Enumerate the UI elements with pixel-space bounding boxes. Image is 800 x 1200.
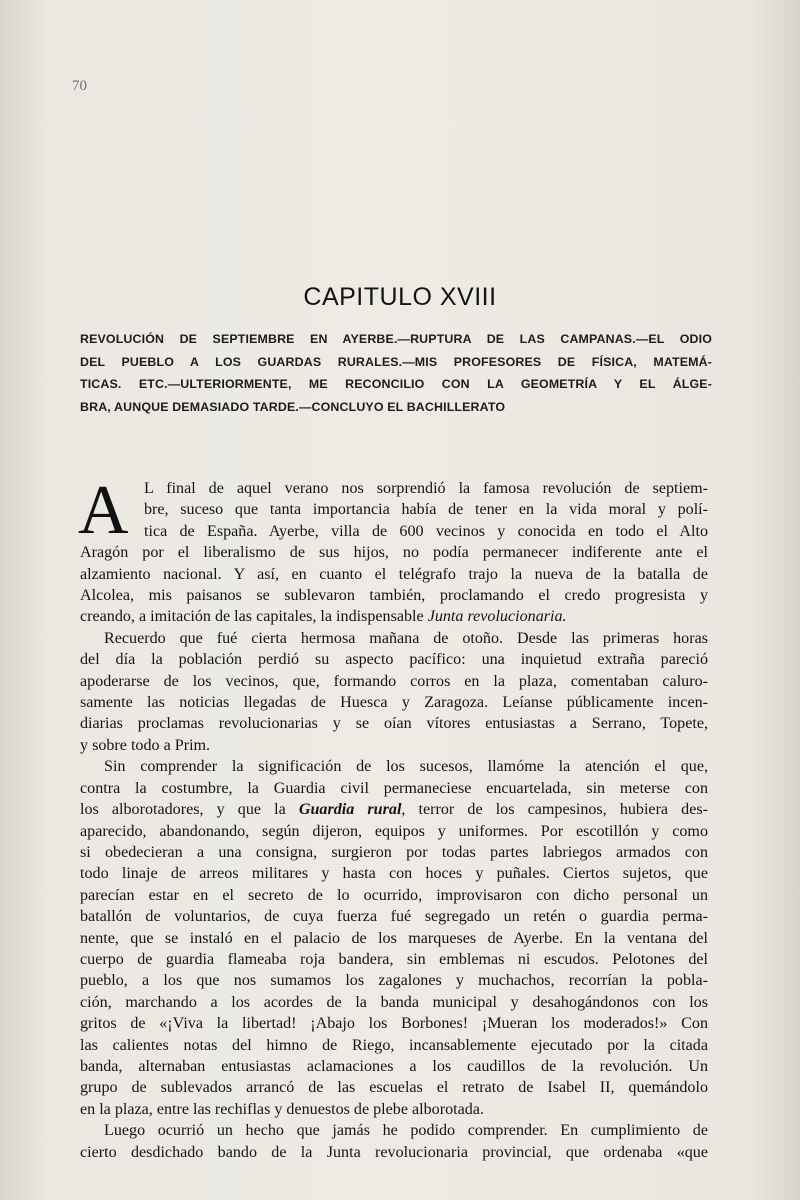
text-line: Alcolea, mis paisanos se sublevaron también, proclamando el credo progresista y [80, 587, 708, 605]
text-fragment: los alborotadores, y que la [80, 801, 299, 819]
summary-line: DEL PUEBLO A LOS GUARDAS RURALES.—MIS PROFESORES DE FÍSICA, MATEMÁ- [80, 354, 712, 369]
text-line: alzamiento nacional. Y así, en cuanto el telégrafo trajo la nueva de la batalla de [80, 565, 708, 583]
summary-line: REVOLUCIÓN DE SEPTIEMBRE EN AYERBE.—RUPTURA DE LAS CAMPANAS.—EL ODIO [80, 332, 712, 346]
text-line: todo linaje de arreos militares y hasta con hoces y puñales. Ciertos sujetos, que [80, 865, 708, 883]
text-line: Aragón por el liberalismo de sus hijos, no podía permanecer indiferente ante el [80, 544, 708, 562]
text-line: nente, que se instaló en el palacio de los marqueses de Ayerbe. En la ventana del [80, 929, 708, 947]
italic-term: Guardia rural [298, 801, 402, 819]
paragraph-2 [80, 628, 708, 756]
text-line: apoderarse de los vecinos, que, formando corros en la plaza, comentaban caluro- [80, 672, 708, 690]
text-line: en la plaza, entre las rechiflas y denuestos de plebe alborotada. [80, 1100, 484, 1118]
text-line: Sin comprender la significación de los sucesos, llamóme la atención el que, [104, 758, 708, 776]
summary-line: BRA, AUNQUE DEMASIADO TARDE.—CONCLUYO EL BACHILLERATO [80, 399, 506, 414]
text-fragment: creando, a imitación de las capitales, la indispensable [80, 608, 428, 626]
text-line: pueblo, a los que nos sumamos los zagalones y muchachos, recorrían la pobla- [80, 972, 708, 990]
text-line: y sobre todo a Prim. [80, 736, 211, 754]
paragraph-1 [78, 472, 708, 628]
summary-line: TICAS. ETC.—ULTERIORMENTE, ME RECONCILIO CON LA GEOMETRÍA Y EL ÁLGE- [80, 377, 712, 392]
text-line: contra la costumbre, la Guardia civil permaneciese encuartelada, sin meterse con [80, 779, 708, 797]
text-fragment: , terror de los campesinos, hubiera des- [401, 801, 708, 819]
italic-term: Junta revolucionaria. [427, 608, 567, 626]
text-line: diarias proclamas revolucionarias y se oían vítores entusiastas a Serrano, Topete, [80, 715, 708, 733]
text-line: banda, alternaban entusiastas aclamaciones a los caudillos de la revolución. Un [80, 1057, 708, 1075]
text-line: si obedecieran a una consigna, surgieron por todas partes labriegos armados con [80, 843, 708, 861]
text-line: bre, suceso que tanta importancia había de tener en la vida moral y polí- [144, 501, 708, 519]
paragraph-4 [80, 1120, 708, 1163]
text-line: cuerpo de guardia flameaba roja bandera, sin emblemas ni escudos. Pelotones del [80, 950, 708, 968]
text-line: las calientes notas del himno de Riego, incansablemente ejecutado por la citada [80, 1036, 708, 1054]
text-line [80, 799, 708, 820]
text-line: del día la población perdió su aspecto pacífico: una inquietud extraña pareció [80, 651, 708, 669]
text-line: tica de España. Ayerbe, villa de 600 vecinos y conocida en todo el Alto [144, 522, 708, 540]
text-line: batallón de voluntarios, de cuya fuerza fué segregado un retén o guardia perma- [80, 908, 708, 926]
text-line: ción, marchando a los acordes de la banda municipal y desahogándonos con los [80, 993, 708, 1011]
text-line: Luego ocurrió un hecho que jamás he podido comprender. En cumplimiento de [104, 1122, 708, 1140]
text-line: grupo de sublevados arrancó de las escuelas el retrato de Isabel II, quemándolo [80, 1079, 708, 1097]
chapter-title: CAPITULO XVIII [303, 283, 497, 311]
text-line: gritos de «¡Viva la libertad! ¡Abajo los Borbones! ¡Mueran los moderados!» Con [80, 1015, 708, 1033]
text-line: Recuerdo que fué cierta hermosa mañana de otoño. Desde las primeras horas [104, 629, 708, 647]
chapter-body [78, 472, 708, 1163]
chapter-summary [80, 328, 712, 418]
drop-cap: A [78, 472, 129, 549]
page-number: 70 [72, 78, 87, 94]
text-line: aparecido, abandonando, según dijeron, equipos y uniformes. Por escotillón y como [80, 822, 708, 840]
text-line: parecían estar en el secreto de lo ocurrido, improvisaron con dicho personal un [80, 886, 708, 904]
paragraph-3 [80, 756, 708, 1120]
text-line: samente las noticias llegadas de Huesca y Zaragoza. Leíanse públicamente incen- [80, 694, 708, 712]
text-line: cierto desdichado bando de la Junta revolucionaria provincial, que ordenaba «que [80, 1143, 708, 1161]
text-line: L final de aquel verano nos sorprendió la famosa revolución de septiem- [144, 480, 708, 497]
text-line [80, 606, 708, 627]
